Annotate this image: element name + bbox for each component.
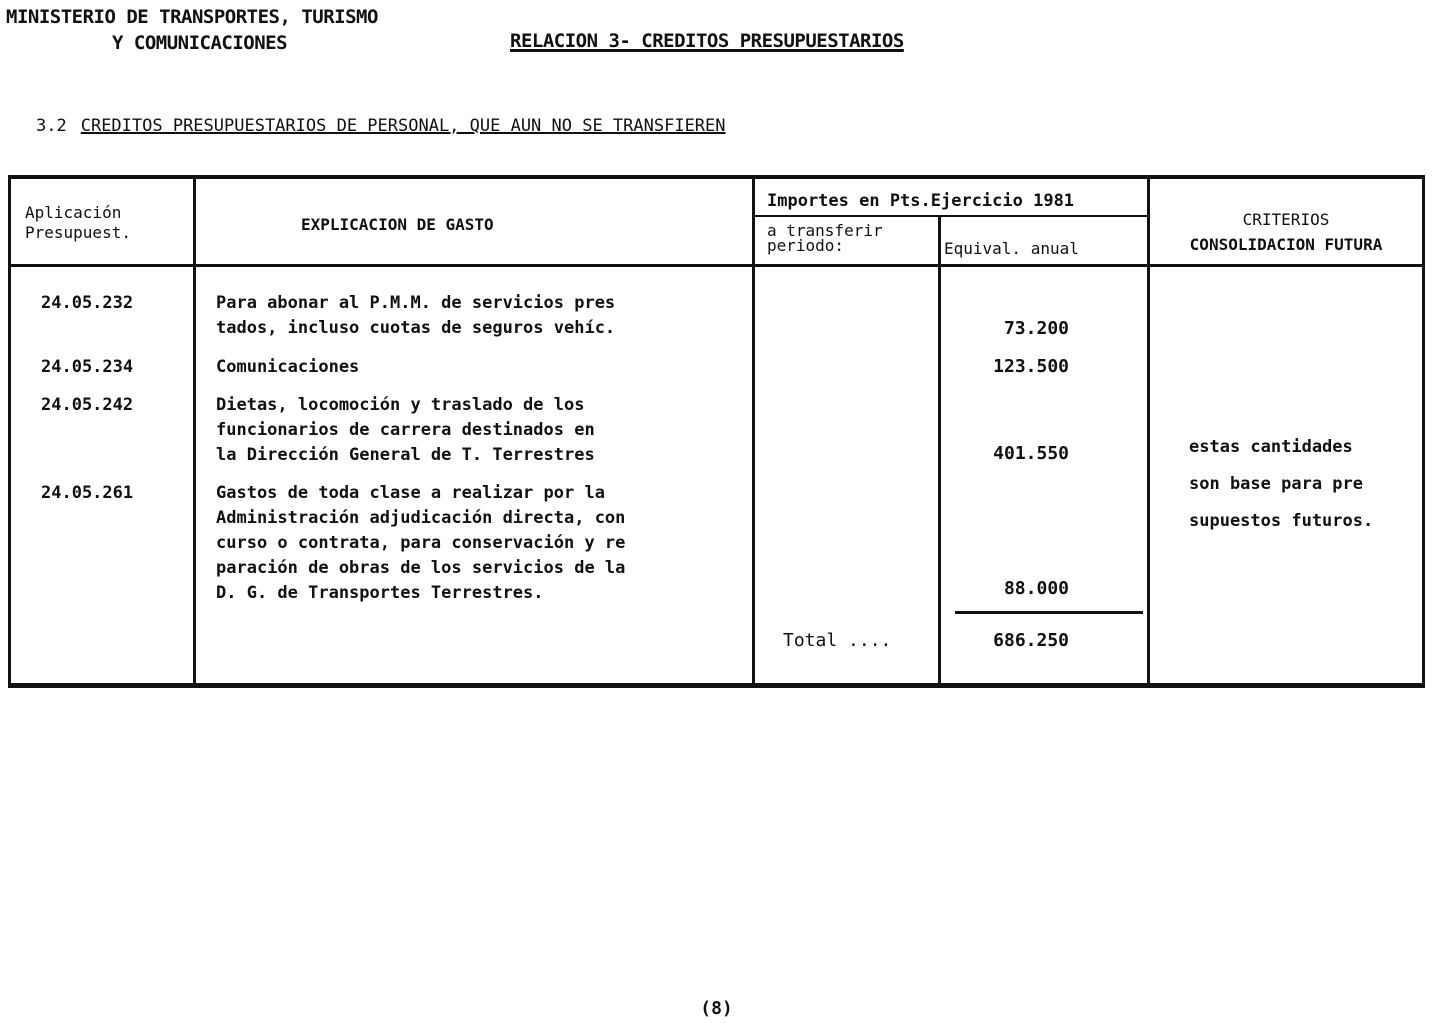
description-line: D. G. de Transportes Terrestres.	[216, 583, 544, 603]
description-line: Comunicaciones	[216, 357, 360, 377]
note-line: supuestos futuros.	[1189, 511, 1374, 531]
row-equival: 401.550	[993, 443, 1069, 464]
note-line: son base para pre	[1189, 474, 1363, 494]
header-transferir	[767, 223, 883, 253]
header-text: CRITERIOS	[1242, 210, 1330, 229]
section-title: CREDITOS PRESUPUESTARIOS DE PERSONAL, QUE AUN NO SE TRANSFIEREN	[80, 116, 726, 136]
row-code: 24.05.242	[41, 395, 134, 415]
header-text: CONSOLIDACION FUTURA	[1189, 235, 1383, 254]
row-equival: 123.500	[993, 356, 1069, 377]
description-line: la Dirección General de T. Terrestres	[216, 445, 595, 465]
page-number: (8)	[700, 998, 733, 1019]
description-line: Dietas, locomoción y traslado de los	[216, 395, 585, 415]
row-description	[216, 481, 625, 606]
header-text: a transferir	[767, 221, 883, 240]
relacion-title: RELACION 3- CREDITOS PRESUPUESTARIOS	[510, 30, 904, 52]
description-line: curso o contrata, para conservación y re	[216, 533, 626, 553]
criterios-note	[1189, 429, 1373, 540]
header-criterios	[1151, 207, 1421, 257]
row-equival: 88.000	[1003, 578, 1069, 599]
description-line: Administración adjudicación directa, con	[216, 508, 626, 528]
column-divider	[193, 179, 196, 683]
header-divider	[11, 264, 1422, 267]
header-text: Aplicación	[25, 203, 122, 222]
description-line: funcionarios de carrera destinados en	[216, 420, 595, 440]
header-equival: Equival. anual	[944, 239, 1079, 258]
ministry-heading	[6, 4, 378, 56]
description-line: paración de obras de los servicios de la	[216, 558, 626, 578]
row-description	[216, 355, 359, 380]
note-line: estas cantidades	[1189, 437, 1353, 457]
header-explicacion: EXPLICACION DE GASTO	[301, 215, 494, 234]
credits-table	[8, 175, 1425, 688]
header-text: Presupuest.	[25, 223, 131, 242]
ministry-line-2: Y COMUNICACIONES	[112, 32, 288, 54]
row-code: 24.05.261	[41, 483, 134, 503]
row-description	[216, 393, 595, 468]
section-number: 3.2	[36, 116, 67, 136]
subheader-divider	[755, 215, 1147, 217]
description-line: tados, incluso cuotas de seguros vehíc.	[216, 318, 616, 338]
section-heading	[36, 116, 726, 136]
total-label: Total ....	[783, 630, 892, 651]
header-importes: Importes en Pts.Ejercicio 1981	[767, 191, 1075, 211]
header-text: periodo:	[767, 236, 845, 255]
sum-line	[955, 611, 1143, 614]
description-line: Para abonar al P.M.M. de servicios pres	[216, 293, 616, 313]
ministry-line-1: MINISTERIO DE TRANSPORTES, TURISMO	[6, 6, 378, 28]
column-divider	[752, 179, 755, 683]
row-code: 24.05.232	[41, 293, 134, 313]
total-value: 686.250	[993, 630, 1069, 651]
description-line: Gastos de toda clase a realizar por la	[216, 483, 605, 503]
header-aplicacion	[25, 203, 131, 243]
row-description	[216, 291, 615, 341]
row-code: 24.05.234	[41, 357, 134, 377]
column-divider	[1147, 179, 1150, 683]
row-equival: 73.200	[1003, 318, 1069, 339]
